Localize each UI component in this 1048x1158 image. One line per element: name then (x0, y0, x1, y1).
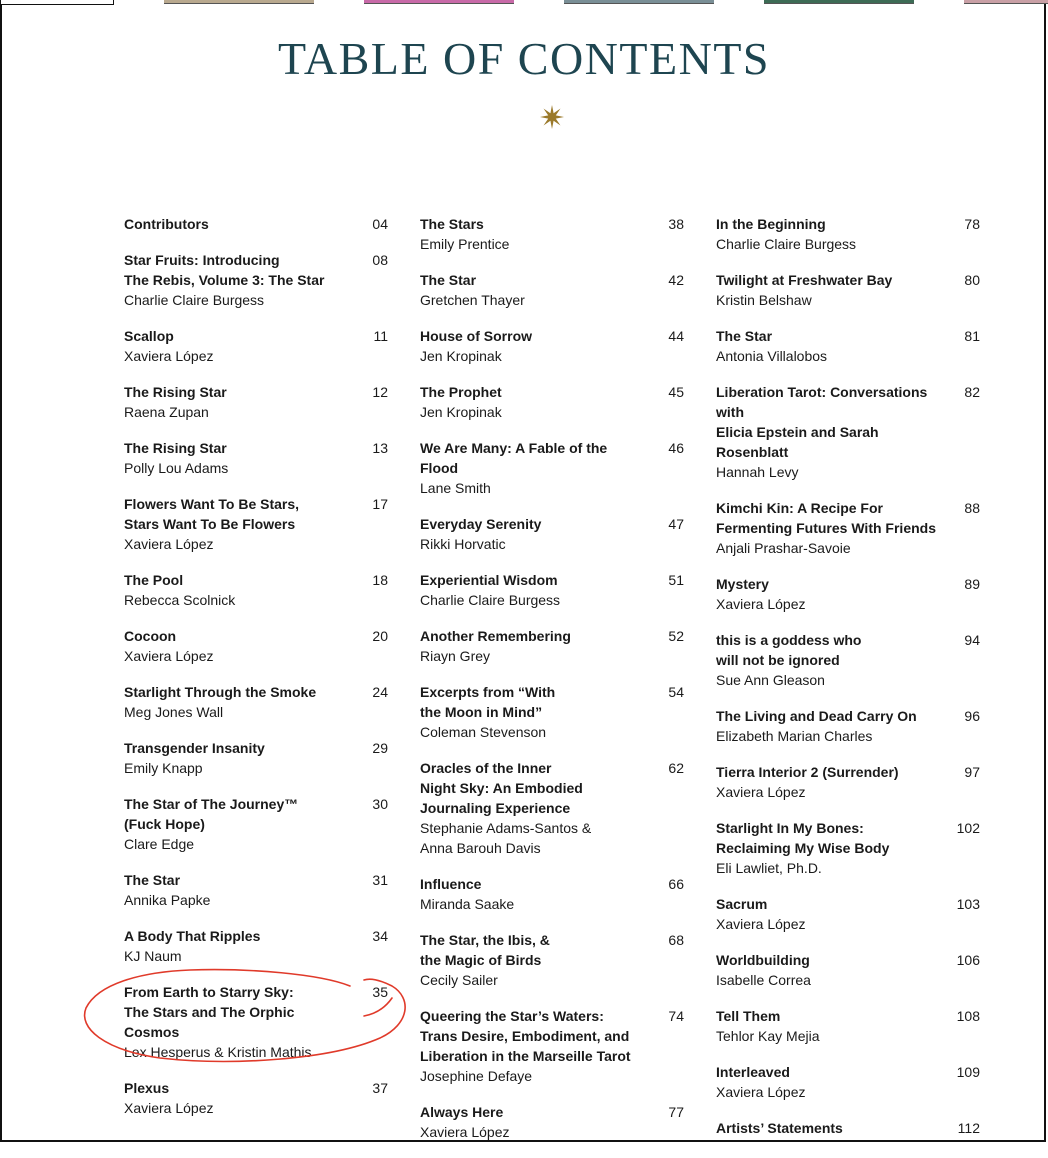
toc-entry[interactable] (124, 570, 396, 610)
toc-entry[interactable] (716, 950, 988, 990)
entry-page-number: 103 (956, 896, 980, 912)
entry-page-number: 106 (956, 952, 980, 968)
entry-author: Charlie Claire Burgess (124, 292, 265, 308)
entry-page-number: 54 (668, 684, 684, 700)
entry-page-number: 88 (964, 500, 980, 516)
toc-entry[interactable] (124, 250, 396, 310)
page-title: TABLE OF CONTENTS (277, 33, 771, 84)
entry-page-number: 46 (668, 440, 684, 456)
entry-title: The Pool (124, 572, 184, 588)
entry-page-number: 12 (372, 384, 388, 400)
entry-title: The Prophet (420, 384, 502, 400)
entry-title: Contributors (124, 216, 209, 232)
entry-author: Josephine Defaye (420, 1068, 533, 1084)
entry-title: Artists’ Statements (716, 1120, 843, 1136)
thumbnail-strip (0, 0, 1048, 6)
toc-entry[interactable] (716, 574, 988, 614)
entry-page-number: 62 (668, 760, 684, 776)
entry-author: Raena Zupan (124, 404, 209, 420)
toc-entry[interactable] (716, 1006, 988, 1046)
entry-title: Plexus (124, 1080, 170, 1096)
entry-page-number: 08 (372, 252, 388, 268)
entry-page-number: 20 (372, 628, 388, 644)
toc-entry[interactable] (420, 682, 692, 742)
entry-title: Star Fruits: Introducing The Rebis, Volume 3: The Star (124, 252, 325, 288)
entry-page-number: 24 (372, 684, 388, 700)
entry-title: From Earth to Starry Sky: The Stars and The Orphic Cosmos (124, 984, 295, 1040)
entry-author: Elizabeth Marian Charles (716, 728, 873, 744)
entry-title: Sacrum (716, 896, 768, 912)
entry-title: Starlight Through the Smoke (124, 684, 317, 700)
entry-title: The Star (716, 328, 773, 344)
entry-author: Anjali Prashar-Savoie (716, 540, 851, 556)
toc-column-1 (124, 214, 396, 1134)
entry-author: Xaviera López (716, 1084, 806, 1100)
entry-page-number: 17 (372, 496, 388, 512)
toc-entry[interactable] (124, 794, 396, 854)
toc-entry[interactable] (716, 326, 988, 366)
entry-page-number: 04 (372, 216, 388, 232)
toc-entry[interactable] (716, 894, 988, 934)
entry-title: Excerpts from “With the Moon in Mind” (420, 684, 556, 720)
entry-title: The Star, the Ibis, & the Magic of Birds (420, 932, 550, 968)
entry-page-number: 35 (372, 984, 388, 1000)
entry-author: Xaviera López (420, 1124, 510, 1140)
toc-entry[interactable] (716, 706, 988, 746)
toc-entry[interactable] (716, 1118, 988, 1138)
entry-page-number: 37 (372, 1080, 388, 1096)
entry-author: Emily Prentice (420, 236, 510, 252)
entry-title: The Living and Dead Carry On (716, 708, 917, 724)
entry-title: Starlight In My Bones: Reclaiming My Wise Body (716, 820, 890, 856)
entry-page-number: 80 (964, 272, 980, 288)
entry-author: Jen Kropinak (420, 348, 502, 364)
toc-entry[interactable] (420, 626, 692, 666)
toc-entry[interactable] (420, 1102, 692, 1142)
thumbnail[interactable] (164, 0, 314, 4)
thumbnail[interactable] (564, 0, 714, 4)
entry-author: Coleman Stevenson (420, 724, 547, 740)
entry-author: Xaviera López (716, 596, 806, 612)
entry-title: Kimchi Kin: A Recipe For Fermenting Futures With Friends (716, 500, 936, 536)
entry-page-number: 31 (372, 872, 388, 888)
toc-entry[interactable] (716, 818, 988, 878)
entry-page-number: 18 (372, 572, 388, 588)
entry-page-number: 96 (964, 708, 980, 724)
toc-entry[interactable] (420, 514, 692, 554)
toc-entry[interactable] (716, 214, 988, 254)
entry-title: this is a goddess who will not be ignored (716, 632, 862, 668)
entry-page-number: 82 (964, 384, 980, 400)
toc-entry[interactable] (716, 498, 988, 558)
entry-title: Flowers Want To Be Stars, Stars Want To Be Flowers (124, 496, 300, 532)
entry-page-number: 42 (668, 272, 684, 288)
toc-entry[interactable] (124, 494, 396, 554)
entry-title: Transgender Insanity (124, 740, 265, 756)
entry-page-number: 29 (372, 740, 388, 756)
entry-author: Xaviera López (716, 916, 806, 932)
entry-author: KJ Naum (124, 948, 182, 964)
entry-page-number: 52 (668, 628, 684, 644)
toc-entry[interactable] (716, 762, 988, 802)
entry-author: Lane Smith (420, 480, 491, 496)
entry-title: Liberation Tarot: Conversations with Elicia Epstein and Sarah Rosenblatt (716, 384, 928, 460)
entry-page-number: 11 (373, 328, 388, 344)
toc-entry[interactable] (124, 382, 396, 422)
entry-author: Hannah Levy (716, 464, 799, 480)
toc-entry[interactable] (124, 982, 396, 1062)
entry-title: The Rising Star (124, 440, 227, 456)
entry-author: Meg Jones Wall (124, 704, 224, 720)
entry-author: Gretchen Thayer (420, 292, 525, 308)
entry-author: Charlie Claire Burgess (420, 592, 561, 608)
toc-entry[interactable] (420, 570, 692, 610)
entry-author: Eli Lawliet, Ph.D. (716, 860, 822, 876)
entry-author: Miranda Saake (420, 896, 515, 912)
entry-page-number: 77 (668, 1104, 684, 1120)
entry-title: The Star (124, 872, 181, 888)
entry-author: Xaviera López (124, 348, 214, 364)
entry-page-number: 74 (668, 1008, 684, 1024)
toc-entry[interactable] (716, 270, 988, 310)
entry-page-number: 78 (964, 216, 980, 232)
entry-page-number: 13 (372, 440, 388, 456)
toc-entry[interactable] (716, 1062, 988, 1102)
entry-page-number: 66 (668, 876, 684, 892)
toc-entry[interactable] (420, 874, 692, 914)
entry-title: The Stars (420, 216, 484, 232)
entry-title: We Are Many: A Fable of the Flood (420, 440, 608, 476)
entry-author: Xaviera López (716, 784, 806, 800)
entry-author: Tehlor Kay Mejia (716, 1028, 820, 1044)
entry-page-number: 47 (668, 516, 684, 532)
thumbnail-selected[interactable] (0, 0, 114, 5)
toc-entry[interactable] (420, 930, 692, 990)
entry-title: Everyday Serenity (420, 516, 542, 532)
entry-author: Xaviera López (124, 648, 214, 664)
entry-author: Rikki Horvatic (420, 536, 506, 552)
entry-page-number: 68 (668, 932, 684, 948)
entry-author: Stephanie Adams-Santos & Anna Barouh Davis (420, 820, 592, 856)
thumbnail[interactable] (364, 0, 514, 4)
entry-title: Queering the Star’s Waters: Trans Desire, Embodiment, and Liberation in the Marseille Tarot (420, 1008, 631, 1064)
entry-author: Riayn Grey (420, 648, 491, 664)
toc-entry[interactable] (420, 270, 692, 310)
entry-title: The Rising Star (124, 384, 227, 400)
entry-page-number: 112 (957, 1120, 980, 1136)
entry-author: Antonia Villalobos (716, 348, 828, 364)
toc-entry[interactable] (420, 382, 692, 422)
entry-title: Twilight at Freshwater Bay (716, 272, 893, 288)
toc-entry[interactable] (420, 438, 692, 498)
toc-entry[interactable] (124, 438, 396, 478)
entry-author: Lex Hesperus & Kristin Mathis (124, 1044, 312, 1060)
entry-title: A Body That Ripples (124, 928, 261, 944)
entry-title: House of Sorrow (420, 328, 533, 344)
entry-page-number: 38 (668, 216, 684, 232)
entry-page-number: 45 (668, 384, 684, 400)
toc-entry[interactable] (420, 214, 692, 254)
entry-title: Scallop (124, 328, 174, 344)
entry-title: Oracles of the Inner Night Sky: An Embodied Journaling Experience (420, 760, 583, 816)
entry-page-number: 108 (956, 1008, 980, 1024)
entry-title: The Star of The Journey™ (Fuck Hope) (124, 796, 299, 832)
entry-title: Cocoon (124, 628, 177, 644)
thumbnail[interactable] (964, 0, 1048, 4)
toc-entry[interactable] (124, 926, 396, 966)
entry-author: Jen Kropinak (420, 404, 502, 420)
entry-page-number: 89 (964, 576, 980, 592)
entry-page-number: 51 (668, 572, 684, 588)
toc-entry[interactable] (716, 382, 988, 482)
toc-entry[interactable] (420, 326, 692, 366)
thumbnail[interactable] (764, 0, 914, 4)
entry-title: Tell Them (716, 1008, 781, 1024)
toc-entry[interactable] (420, 1006, 692, 1086)
entry-author: Xaviera López (124, 1100, 214, 1116)
toc-entry[interactable] (420, 758, 692, 858)
toc-entry[interactable] (124, 626, 396, 666)
entry-author: Emily Knapp (124, 760, 203, 776)
toc-column-3 (716, 214, 988, 1154)
toc-column-2 (420, 214, 692, 1158)
toc-entry[interactable] (124, 214, 396, 234)
entry-page-number: 81 (964, 328, 980, 344)
entry-page-number: 34 (372, 928, 388, 944)
entry-page-number: 109 (956, 1064, 980, 1080)
star-ornament-icon (539, 104, 565, 130)
entry-title: In the Beginning (716, 216, 826, 232)
entry-title: Another Remembering (420, 628, 571, 644)
entry-author: Isabelle Correa (716, 972, 811, 988)
toc-entry[interactable] (124, 1078, 396, 1118)
toc-entry[interactable] (124, 738, 396, 778)
entry-author: Cecily Sailer (420, 972, 498, 988)
entry-author: Rebecca Scolnick (124, 592, 236, 608)
entry-author: Annika Papke (124, 892, 211, 908)
entry-author: Kristin Belshaw (716, 292, 812, 308)
entry-title: Interleaved (716, 1064, 790, 1080)
entry-author: Clare Edge (124, 836, 195, 852)
entry-page-number: 97 (964, 764, 980, 780)
toc-entry[interactable] (716, 630, 988, 690)
entry-author: Polly Lou Adams (124, 460, 229, 476)
entry-author: Sue Ann Gleason (716, 672, 825, 688)
entry-title: Always Here (420, 1104, 504, 1120)
toc-entry[interactable] (124, 870, 396, 910)
entry-author: Xaviera López (124, 536, 214, 552)
entry-page-number: 30 (372, 796, 388, 812)
entry-title: The Star (420, 272, 477, 288)
entry-page-number: 94 (964, 632, 980, 648)
entry-title: Worldbuilding (716, 952, 810, 968)
entry-title: Mystery (716, 576, 769, 592)
entry-page-number: 102 (956, 820, 980, 836)
entry-page-number: 44 (668, 328, 684, 344)
entry-author: Charlie Claire Burgess (716, 236, 857, 252)
entry-title: Influence (420, 876, 482, 892)
toc-entry[interactable] (124, 326, 396, 366)
entry-title: Tierra Interior 2 (Surrender) (716, 764, 899, 780)
toc-entry[interactable] (124, 682, 396, 722)
entry-title: Experiential Wisdom (420, 572, 558, 588)
